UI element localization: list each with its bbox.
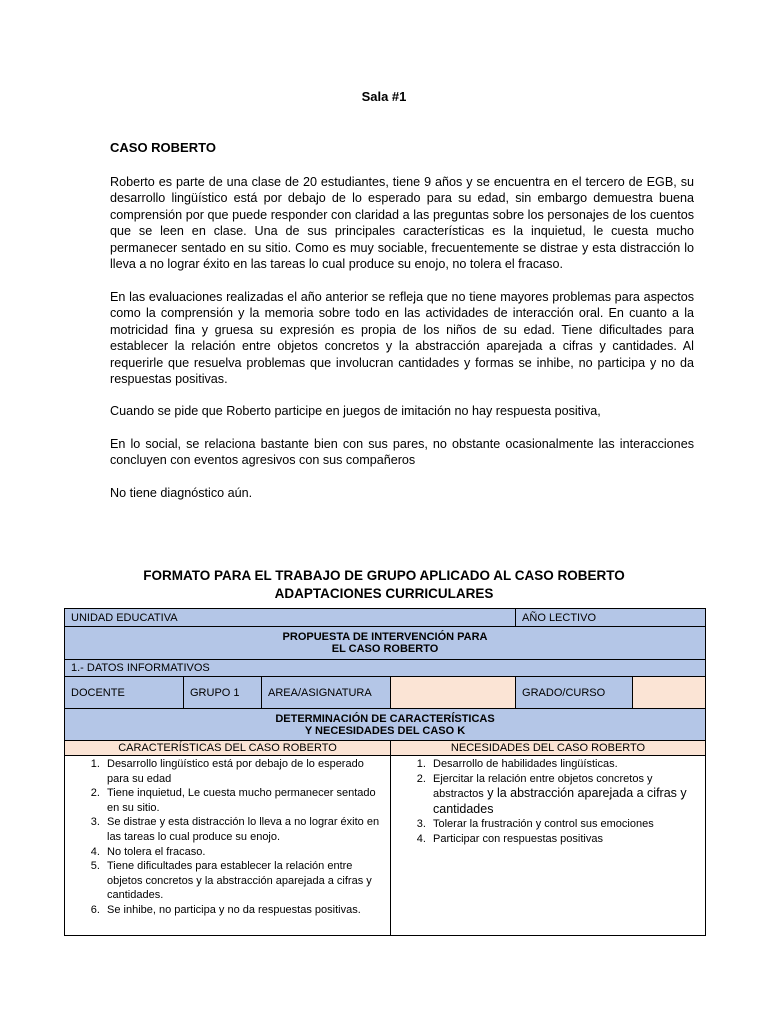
necesidades-cell	[391, 756, 706, 936]
caracteristicas-list	[69, 757, 386, 918]
necesidades-list	[395, 757, 701, 847]
case-paragraph-4: En lo social, se relaciona bastante bien con sus pares, no obstante ocasionalmente las interacciones concluyen con eventos agresivos con sus compañeros	[110, 437, 694, 468]
list-item	[429, 772, 701, 818]
need-2-part-1: Ejercitar la relación entre objetos concretos y abstractos	[433, 772, 653, 801]
case-title: CASO ROBERTO	[110, 140, 216, 155]
list-item: 2. Tiene inquietud, Le cuesta mucho permanecer sentado en su sitio.	[103, 786, 386, 815]
grado-label: GRADO/CURSO	[516, 677, 633, 709]
list-item: 4. No tolera el fracaso.	[103, 845, 386, 860]
list-item: 6. Se inhibe, no participa y no da respuestas positivas.	[103, 903, 386, 918]
list-item: 4. Participar con respuestas positivas	[429, 832, 701, 847]
list-item: 1. Desarrollo de habilidades lingüísticas.	[429, 757, 701, 772]
list-item: 3. Tolerar la frustración y control sus emociones	[429, 817, 701, 832]
list-item: 3. Se distrae y esta distracción lo lleva a no lograr éxito en las tareas lo cual produce su enojo.	[103, 815, 386, 844]
format-subtitle: ADAPTACIONES CURRICULARES	[274, 586, 494, 601]
case-paragraph-5: No tiene diagnóstico aún.	[110, 486, 253, 500]
propuesta-line-1: PROPUESTA DE INTERVENCIÓN PARA	[282, 631, 488, 643]
area-value-field[interactable]	[391, 677, 516, 709]
grupo-label: GRUPO 1	[184, 677, 262, 709]
case-paragraph-1: Roberto es parte de una clase de 20 estudiantes, tiene 9 años y se encuentra en el tercero de EGB, su desarrollo lingüístico está por debajo de lo esperado para su edad, sin embargo demuestra buena comprensión por que puede responder con claridad a las preguntas sobre los personajes de los cuentos que se leen en clase. Una de sus principales características es la inquietud, le cuesta mucho permanecer sentado en su sitio. Como es muy sociable, frecuentemente se distrae y esta distracción lo lleva a no lograr éxito en las tareas lo cual produce su enojo, no tolera el fracaso.	[110, 175, 694, 272]
list-item: 5. Tiene dificultades para establecer la relación entre objetos concretos y la abstracción aparejada a cifras y cantidades.	[103, 859, 386, 903]
ano-lectivo-label: AÑO LECTIVO	[516, 609, 706, 627]
caracteristicas-cell	[65, 756, 391, 936]
determinacion-header	[65, 709, 706, 741]
docente-label: DOCENTE	[65, 677, 184, 709]
format-table	[64, 608, 706, 936]
page-title: Sala #1	[361, 89, 407, 104]
necesidades-header: NECESIDADES DEL CASO ROBERTO	[391, 741, 706, 756]
need-2-part-2: y la abstracción aparejada a cifras y cantidades	[433, 786, 687, 816]
unidad-educativa-label: UNIDAD EDUCATIVA	[65, 609, 516, 627]
propuesta-header	[65, 627, 706, 660]
format-title: FORMATO PARA EL TRABAJO DE GRUPO APLICADO AL CASO ROBERTO	[143, 568, 625, 583]
propuesta-line-2: EL CASO ROBERTO	[331, 643, 439, 655]
grado-value-field[interactable]	[633, 677, 706, 709]
caracteristicas-header: CARACTERÍSTICAS DEL CASO ROBERTO	[65, 741, 391, 756]
datos-informativos-label: 1.- DATOS INFORMATIVOS	[65, 660, 706, 677]
area-label: AREA/ASIGNATURA	[262, 677, 391, 709]
case-paragraph-2: En las evaluaciones realizadas el año anterior se refleja que no tiene mayores problemas para aspectos como la comprensión y la memoria sobre todo en las actividades de interacción oral. En cuanto a la motricidad fina y gruesa su expresión es propia de los niños de su edad. Tiene dificultades para establecer la relación entre objetos concretos y la abstracción aparejada a cifras y cantidades. Al requerirle que resuelva problemas que involucran cantidades y formas se inhibe, no participa y no da respuestas positivas.	[110, 290, 694, 387]
case-paragraph-3: Cuando se pide que Roberto participe en juegos de imitación no hay respuesta positiva,	[110, 404, 601, 418]
determinacion-line-2: Y NECESIDADES DEL CASO K	[304, 724, 466, 737]
list-item: 1. Desarrollo lingüístico está por debajo de lo esperado para su edad	[103, 757, 386, 786]
determinacion-line-1: DETERMINACIÓN DE CARACTERÍSTICAS	[275, 712, 495, 725]
